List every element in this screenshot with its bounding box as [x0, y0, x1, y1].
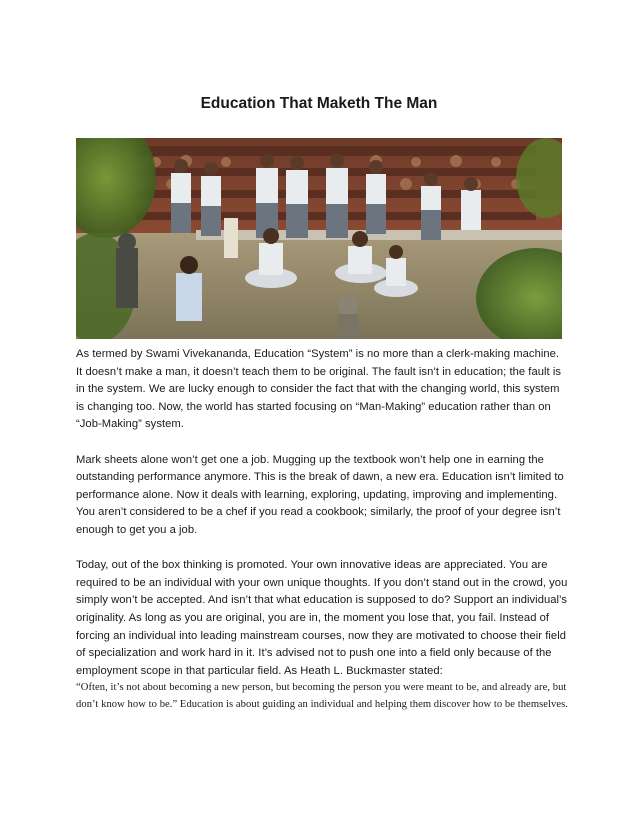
paragraph-1: As termed by Swami Vivekananda, Education “System” is no more than a clerk-making machine. It doesn’t make a man, it doesn’t teach them to be original. The fault isn’t in education; the fault is in the system. We are lucky enough to consider the fact that with the changing world, this system is changing too. Now, the world has started focusing on “Man-Making” education rather than on “Job-Making” system.	[76, 348, 562, 431]
photo-illustration	[76, 138, 562, 339]
closing-quote: “Often, it’s not about becoming a new person, but becoming the person you were meant to be, and already are, but don’t know how to be.” Education is about guiding an individual and helping them discover how to be themselves.	[76, 682, 568, 710]
document-title: Education That Maketh The Man	[200, 95, 438, 112]
paragraph-3: Today, out of the box thinking is promoted. Your own innovative ideas are appreciated. You are required to be an individual with your own unique thoughts. If you don’t stand out in the crowd, you simply won’t be accepted. And isn’t that what education is supposed to do? Support an individual’s originality. As long as you are original, you are in, the moment you lose that, you fail. Instead of forcing an individual into leading mainstream courses, now they are motivated to choose their field of specialization and work hard in it. It’s advised not to push one into a field only because of the employment scope in that particular field. As Heath L. Buckmaster stated:	[76, 559, 568, 677]
article-body	[76, 346, 568, 713]
paragraph-2: Mark sheets alone won’t get one a job. Mugging up the textbook won’t help one in earning the outstanding performance anymore. This is the break of dawn, a new era. Education isn’t limited to performance alone. Now it deals with learning, exploring, updating, improving and implementing. You aren’t considered to be a chef if you read a cookbook; similarly, the proof of your degree isn’t enough to get you a job.	[76, 453, 564, 536]
students-reading-photo	[76, 138, 562, 339]
